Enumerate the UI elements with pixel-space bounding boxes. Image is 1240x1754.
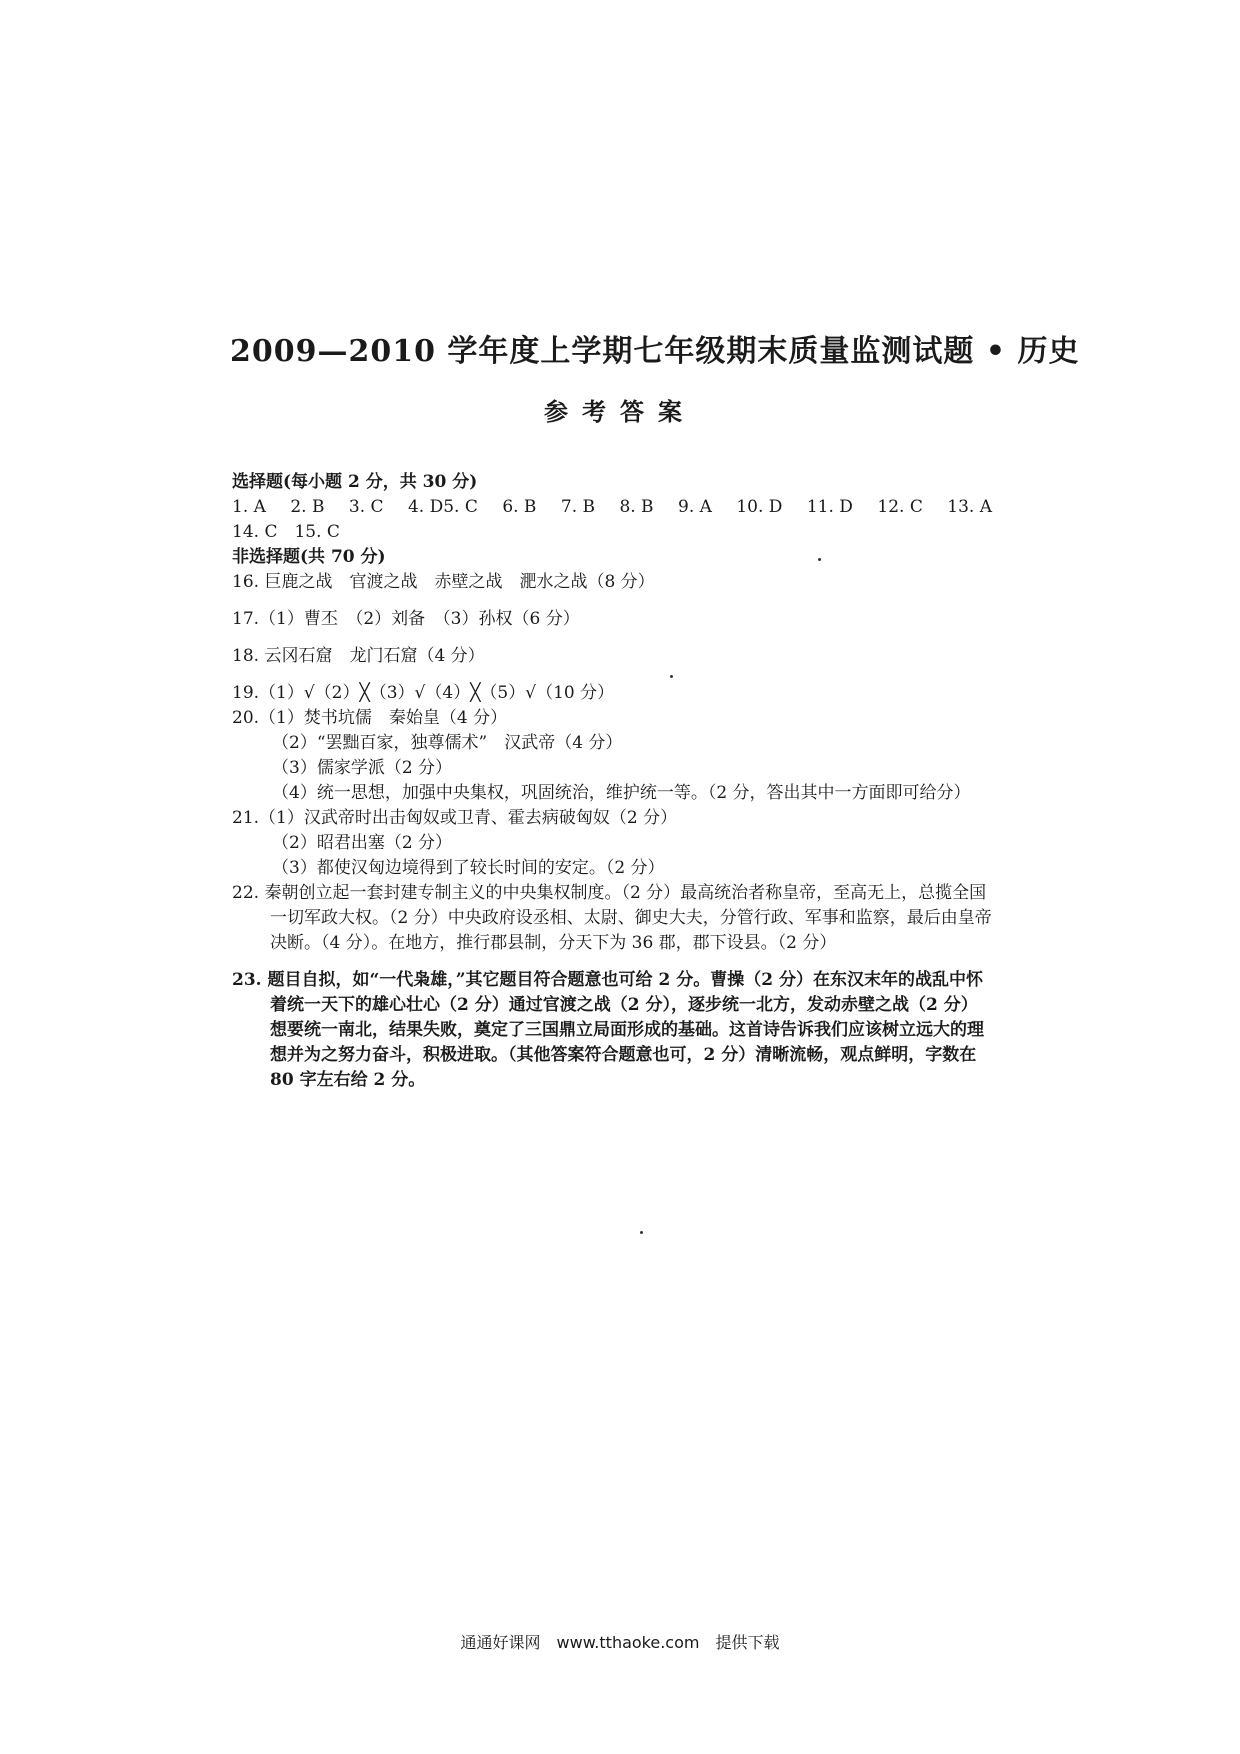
choice-answer: 1. A: [232, 497, 266, 517]
page-title: 2009—2010 学年度上学期七年级期末质量监测试题 • 历史: [230, 334, 1080, 369]
download-footer: 通通好课网 www.tthaoke.com 提供下载: [460, 1633, 780, 1652]
answer-content: [232, 470, 992, 1093]
scan-speck: [818, 558, 821, 561]
answer-q18: 18. 云冈石窟 龙门石窟（4 分）: [232, 646, 485, 666]
answer-q16: 16. 巨鹿之战 官渡之战 赤壁之战 淝水之战（8 分）: [232, 572, 655, 592]
answer-q20-part4: （4）统一思想，加强中央集权，巩固统治，维护统一等。（2 分，答出其中一方面即可给分）: [272, 783, 971, 803]
answer-q21-part3: （3）都使汉匈边境得到了较长时间的安定。（2 分）: [272, 858, 665, 878]
choice-section-header: 选择题(每小题 2 分，共 30 分): [232, 472, 478, 492]
choice-answer: 7. B: [560, 497, 595, 517]
choice-answer: 9. A: [678, 497, 712, 517]
answer-q21-part2: （2）昭君出塞（2 分）: [272, 833, 453, 853]
answer-q20-part3: （3）儒家学派（2 分）: [272, 758, 453, 778]
choice-answer: 12. C: [877, 497, 923, 517]
answer-q19: 19.（1）√（2）╳（3）√（4）╳（5）√（10 分）: [232, 683, 615, 703]
answer-q23: 23. 题目自拟，如“一代枭雄，”其它题目符合题意也可给 2 分。曹操（2 分）在东汉末年的战乱中怀着统一天下的雄心壮心（2 分）通过官渡之战（2 分），逐步统一北方，发动赤壁之战（2 分）想要统一南北，结果失败，奠定了三国鼎立局面形成的基础。这首诗告诉我们应该树立远大的理想并为之努力奋斗，积极进取。（其他答案符合题意也可，2 分）清晰流畅，观点鲜明，字数在 80 字左右给 2 分。: [232, 970, 984, 1090]
answer-q20-part1: 20.（1）焚书坑儒 秦始皇（4 分）: [232, 708, 508, 728]
choice-answer: 10. D: [736, 497, 783, 517]
choice-answer: 8. B: [619, 497, 654, 517]
answer-q22: 22. 秦朝创立起一套封建专制主义的中央集权制度。（2 分）最高统治者称皇帝，至高无上，总揽全国一切军政大权。（2 分）中央政府设丞相、太尉、御史大夫，分管行政、军事和监察，最后由皇帝决断。（4 分）。在地方，推行郡县制，分天下为 36 郡，郡下设县。（2 分）: [232, 883, 992, 953]
choice-answer: 4. D5. C: [407, 497, 478, 517]
scan-speck: [670, 675, 673, 678]
answer-q20-part2: （2）“罢黜百家，独尊儒术” 汉武帝（4 分）: [272, 733, 623, 753]
choice-answer: 6. B: [502, 497, 537, 517]
choice-answers-row-2: 14. C 15. C: [232, 522, 340, 542]
scan-speck: [640, 1231, 643, 1234]
choice-answer: 3. C: [348, 497, 384, 517]
page-subtitle: 参考答案: [544, 397, 696, 426]
answer-q17: 17.（1）曹丕 （2）刘备 （3）孙权（6 分）: [232, 609, 580, 629]
choice-answer: 2. B: [290, 497, 325, 517]
choice-answer: 13. A: [947, 497, 992, 517]
choice-answer: 11. D: [806, 497, 853, 517]
nonchoice-section-header: 非选择题(共 70 分): [232, 547, 386, 567]
choice-answers-row-1: [232, 495, 992, 520]
answer-q21-part1: 21.（1）汉武帝时出击匈奴或卫青、霍去病破匈奴（2 分）: [232, 808, 678, 828]
